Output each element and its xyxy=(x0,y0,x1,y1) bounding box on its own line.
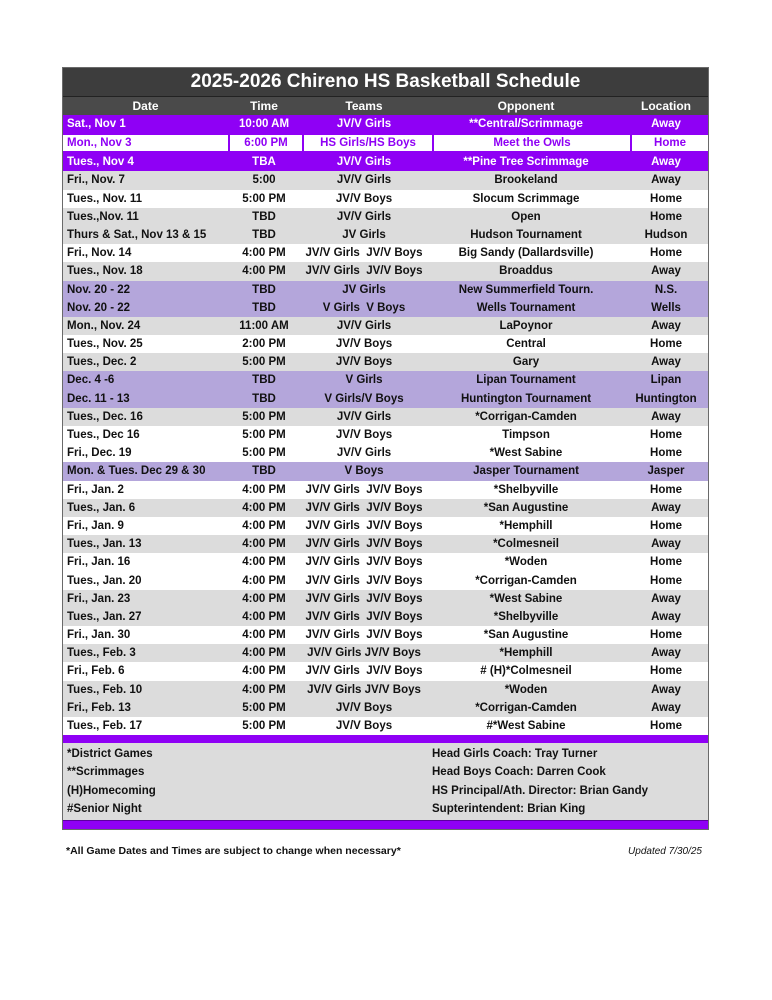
cell-teams: JV/V Girls JV/V Boys xyxy=(305,501,423,514)
legend-key-senior-night: #Senior Night xyxy=(67,802,142,815)
cell-opponent: Timpson xyxy=(502,429,550,441)
table-row xyxy=(63,426,708,444)
cell-opponent: Jasper Tournament xyxy=(473,465,579,478)
cell-time: 5:00 PM xyxy=(242,410,286,423)
updated-date: Updated 7/30/25 xyxy=(628,846,702,857)
cell-date: Dec. 4 -6 xyxy=(67,374,115,387)
cell-date: Fri., Feb. 6 xyxy=(67,665,125,678)
table-row xyxy=(63,335,708,353)
cell-time: 5:00 PM xyxy=(242,429,286,441)
staff-girls-coach: Head Girls Coach: Tray Turner xyxy=(432,748,598,761)
cell-location: Away xyxy=(651,701,681,714)
cell-teams: JV/V Girls xyxy=(336,118,392,130)
cell-location: Lipan xyxy=(650,374,682,387)
cell-teams: JV/V Girls xyxy=(336,319,392,332)
table-row xyxy=(63,353,708,371)
cell-time: TBD xyxy=(252,374,276,387)
cell-opponent: Lipan Tournament xyxy=(476,374,576,387)
cell-teams: HS Girls/HS Boys xyxy=(304,135,432,151)
cell-location: N.S. xyxy=(654,283,678,296)
table-row xyxy=(63,572,708,590)
cell-teams: JV/V Girls JV/V Boys xyxy=(305,519,423,532)
table-row xyxy=(63,608,708,626)
cell-time: TBD xyxy=(252,210,276,223)
cell-opponent: Big Sandy (Dallardsville) xyxy=(458,247,594,260)
disclaimer-note: *All Game Dates and Times are subject to change when necessary* xyxy=(66,845,401,857)
cell-opponent: *Woden xyxy=(504,556,548,569)
cell-teams: JV/V Girls JV/V Boys xyxy=(305,574,423,587)
legend-keys xyxy=(63,745,432,818)
cell-location: Wells xyxy=(651,301,681,314)
cell-date: Tues., Jan. 27 xyxy=(67,610,142,623)
cell-date: Fri., Dec. 19 xyxy=(67,447,132,460)
cell-location: Away xyxy=(651,319,681,332)
cell-location: Away xyxy=(651,174,681,187)
cell-date: Tues., Jan. 20 xyxy=(67,574,142,587)
cell-teams: V Boys xyxy=(344,465,384,478)
cell-location: Jasper xyxy=(647,465,685,478)
table-row xyxy=(63,481,708,499)
cell-time: 5:00 PM xyxy=(242,192,286,205)
cell-date: Fri., Jan. 30 xyxy=(67,629,131,642)
cell-opponent: *Corrigan-Camden xyxy=(475,410,577,423)
cell-teams: JV/V Girls xyxy=(336,410,392,423)
cell-time: 6:00 PM xyxy=(230,135,302,151)
cell-opponent: *Woden xyxy=(504,683,548,696)
column-header-location: Location xyxy=(641,99,691,113)
cell-time: 4:00 PM xyxy=(242,519,286,532)
cell-teams: JV/V Girls xyxy=(336,174,392,187)
cell-time: 5:00 PM xyxy=(242,720,286,732)
cell-opponent: *Colmesneil xyxy=(493,538,559,551)
cell-location: Hudson xyxy=(644,228,688,241)
cell-opponent: Broaddus xyxy=(499,265,553,278)
cell-opponent: **Central/Scrimmage xyxy=(469,118,583,130)
table-row xyxy=(63,517,708,535)
cell-teams: V Girls V Boys xyxy=(322,301,406,314)
bottom-band xyxy=(63,820,708,829)
cell-location: Home xyxy=(650,629,682,642)
cell-date: Tues., Dec. 2 xyxy=(67,356,137,369)
cell-time: TBD xyxy=(252,301,276,314)
cell-location: Away xyxy=(651,592,681,605)
cell-time: 2:00 PM xyxy=(242,338,286,351)
cell-date: Fri., Jan. 9 xyxy=(67,519,124,532)
cell-teams: JV/V Girls JV/V Boys xyxy=(305,592,423,605)
table-row xyxy=(63,626,708,644)
cell-teams: JV/V Girls JV/V Boys xyxy=(307,647,421,660)
cell-date: Tues., Feb. 3 xyxy=(67,647,136,660)
cell-teams: JV/V Girls xyxy=(336,447,392,460)
table-row xyxy=(63,390,708,408)
cell-time: 4:00 PM xyxy=(242,683,286,696)
cell-teams: JV/V Girls JV/V Boys xyxy=(305,538,423,551)
cell-location: Home xyxy=(650,519,682,532)
cell-date: Thurs & Sat., Nov 13 & 15 xyxy=(67,228,207,241)
cell-teams: JV/V Boys xyxy=(335,338,393,351)
cell-date: Fri., Nov. 14 xyxy=(67,247,132,260)
cell-opponent: *Hemphill xyxy=(499,647,553,660)
table-row xyxy=(63,717,708,735)
cell-date: Nov. 20 - 22 xyxy=(67,301,131,314)
cell-location: Home xyxy=(650,720,682,732)
cell-opponent: Slocum Scrimmage xyxy=(472,192,580,205)
table-row xyxy=(63,499,708,517)
schedule-body xyxy=(63,115,708,735)
cell-time: 4:00 PM xyxy=(242,501,286,514)
cell-location: Away xyxy=(651,156,681,169)
cell-teams: JV Girls xyxy=(342,283,386,296)
cell-time: 4:00 PM xyxy=(242,247,286,260)
legend-section xyxy=(63,743,708,820)
staff-superintendent: Supterintendent: Brian King xyxy=(432,802,586,815)
cell-time: 11:00 AM xyxy=(239,319,289,332)
cell-location: Away xyxy=(651,610,681,623)
cell-opponent: *Shelbyville xyxy=(493,610,559,623)
cell-opponent: **Pine Tree Scrimmage xyxy=(463,156,589,169)
cell-date: Mon. & Tues. Dec 29 & 30 xyxy=(67,465,206,478)
cell-date: Mon., Nov 3 xyxy=(63,135,228,151)
table-row xyxy=(63,444,708,462)
cell-opponent: Open xyxy=(511,210,541,223)
table-row xyxy=(63,681,708,699)
cell-location: Away xyxy=(651,265,681,278)
cell-location: Away xyxy=(651,118,681,130)
cell-opponent: Central xyxy=(506,338,546,351)
staff-list xyxy=(432,745,708,818)
cell-time: 4:00 PM xyxy=(242,592,286,605)
cell-date: Fri., Jan. 23 xyxy=(67,592,131,605)
cell-date: Fri., Nov. 7 xyxy=(67,174,125,187)
cell-opponent: LaPoynor xyxy=(499,319,553,332)
cell-date: Dec. 11 - 13 xyxy=(67,392,130,405)
cell-teams: JV/V Girls xyxy=(336,156,392,169)
cell-date: Tues., Dec. 16 xyxy=(67,410,143,423)
table-row xyxy=(63,262,708,280)
divider-band xyxy=(63,735,708,743)
cell-teams: V Girls/V Boys xyxy=(324,392,404,405)
cell-teams: JV/V Girls JV/V Boys xyxy=(305,247,423,260)
table-row xyxy=(63,662,708,680)
staff-boys-coach: Head Boys Coach: Darren Cook xyxy=(432,766,606,779)
cell-location: Away xyxy=(651,538,681,551)
cell-teams: JV/V Girls JV/V Boys xyxy=(305,610,423,623)
cell-date: Nov. 20 - 22 xyxy=(67,283,131,296)
cell-opponent: *San Augustine xyxy=(483,501,569,514)
cell-teams: JV/V Girls JV/V Boys xyxy=(305,665,423,678)
cell-teams: JV/V Boys xyxy=(335,356,393,369)
column-header-teams: Teams xyxy=(345,99,383,113)
cell-teams: JV/V Boys xyxy=(335,192,393,205)
cell-location: Away xyxy=(651,410,681,423)
cell-teams: JV/V Girls JV/V Boys xyxy=(305,629,423,642)
cell-location: Home xyxy=(650,210,682,223)
cell-time: 4:00 PM xyxy=(242,483,286,496)
cell-teams: V Girls xyxy=(345,374,383,387)
cell-teams: JV/V Girls xyxy=(336,210,392,223)
cell-opponent: New Summerfield Tourn. xyxy=(458,283,594,296)
cell-date: Fri., Jan. 2 xyxy=(67,483,124,496)
cell-location: Home xyxy=(650,483,682,496)
cell-opponent: #*West Sabine xyxy=(486,720,566,732)
cell-time: 5:00 PM xyxy=(242,447,286,460)
cell-opponent: Huntington Tournament xyxy=(460,392,592,405)
cell-location: Home xyxy=(650,429,682,441)
cell-time: 4:00 PM xyxy=(242,265,286,278)
cell-teams: JV/V Boys xyxy=(335,429,393,441)
cell-date: Sat., Nov 1 xyxy=(67,118,126,130)
cell-date: Tues., Feb. 17 xyxy=(67,720,143,732)
cell-location: Home xyxy=(650,338,682,351)
cell-date: Fri., Feb. 13 xyxy=(67,701,131,714)
table-row xyxy=(63,208,708,226)
column-header-row xyxy=(63,97,708,115)
cell-opponent: Gary xyxy=(512,356,540,369)
table-row xyxy=(63,590,708,608)
cell-opponent: Wells Tournament xyxy=(476,301,576,314)
table-row xyxy=(63,281,708,299)
cell-teams: JV/V Girls JV/V Boys xyxy=(305,556,423,569)
cell-date: Tues., Nov. 11 xyxy=(67,192,142,205)
cell-date: Tues., Nov. 18 xyxy=(67,265,143,278)
cell-time: TBD xyxy=(252,228,276,241)
cell-time: 4:00 PM xyxy=(242,629,286,642)
cell-time: TBA xyxy=(252,156,276,169)
cell-date: Mon., Nov. 24 xyxy=(67,319,141,332)
cell-time: 5:00 PM xyxy=(242,701,286,714)
cell-date: Tues., Dec 16 xyxy=(67,429,140,441)
column-header-opponent: Opponent xyxy=(497,99,555,113)
cell-location: Away xyxy=(651,683,681,696)
cell-teams: JV/V Girls JV/V Boys xyxy=(305,265,423,278)
table-row xyxy=(63,299,708,317)
table-row xyxy=(63,699,708,717)
cell-opponent: *Shelbyville xyxy=(493,483,559,496)
cell-location: Huntington xyxy=(635,392,697,405)
cell-teams: JV/V Boys xyxy=(335,720,393,732)
cell-location: Home xyxy=(650,192,682,205)
table-row xyxy=(63,115,708,133)
cell-time: TBD xyxy=(252,283,276,296)
cell-teams: JV/V Girls JV/V Boys xyxy=(307,683,421,696)
cell-teams: JV/V Girls JV/V Boys xyxy=(305,483,423,496)
cell-location: Away xyxy=(651,501,681,514)
cell-time: 4:00 PM xyxy=(242,610,286,623)
cell-opponent: *San Augustine xyxy=(483,629,569,642)
cell-date: Fri., Jan. 16 xyxy=(67,556,131,569)
cell-location: Home xyxy=(650,556,682,569)
table-row xyxy=(63,226,708,244)
cell-time: 4:00 PM xyxy=(242,647,286,660)
cell-opponent: *West Sabine xyxy=(489,447,563,460)
table-row xyxy=(63,553,708,571)
cell-time: TBD xyxy=(252,392,276,405)
cell-opponent: *West Sabine xyxy=(489,592,563,605)
cell-date: Tues., Nov 4 xyxy=(67,156,134,169)
cell-time: 4:00 PM xyxy=(242,556,286,569)
cell-time: 5:00 xyxy=(252,174,276,187)
cell-opponent: Brookeland xyxy=(494,174,558,187)
table-row xyxy=(63,644,708,662)
schedule-title: 2025-2026 Chireno HS Basketball Schedule xyxy=(63,68,708,97)
legend-key-scrimmage: **Scrimmages xyxy=(67,766,145,779)
cell-time: 4:00 PM xyxy=(242,574,286,587)
cell-date: Tues., Jan. 6 xyxy=(67,501,136,514)
cell-date: Tues., Feb. 10 xyxy=(67,683,143,696)
cell-date: Tues., Jan. 13 xyxy=(67,538,142,551)
cell-time: 10:00 AM xyxy=(238,118,290,130)
cell-date: Tues.,Nov. 11 xyxy=(67,210,139,223)
table-row xyxy=(63,171,708,189)
table-row xyxy=(63,244,708,262)
cell-location: Away xyxy=(651,647,681,660)
cell-time: 4:00 PM xyxy=(242,665,286,678)
cell-opponent: *Corrigan-Camden xyxy=(475,574,577,587)
cell-location: Home xyxy=(632,135,708,151)
cell-location: Home xyxy=(650,665,682,678)
legend-key-district: *District Games xyxy=(67,748,153,761)
column-header-time: Time xyxy=(250,99,278,113)
cell-opponent: Meet the Owls xyxy=(434,135,630,151)
cell-location: Home xyxy=(650,247,682,260)
cell-opponent: *Corrigan-Camden xyxy=(475,701,577,714)
cell-time: TBD xyxy=(252,465,276,478)
cell-location: Away xyxy=(651,356,681,369)
cell-time: 4:00 PM xyxy=(242,538,286,551)
cell-date: Tues., Nov. 25 xyxy=(67,338,143,351)
cell-opponent: # (H)*Colmesneil xyxy=(480,665,572,678)
cell-teams: JV Girls xyxy=(342,228,386,241)
staff-principal: HS Principal/Ath. Director: Brian Gandy xyxy=(432,784,648,797)
cell-opponent: Hudson Tournament xyxy=(470,228,582,241)
table-row xyxy=(63,190,708,208)
table-row xyxy=(63,535,708,553)
table-row xyxy=(63,408,708,426)
table-row xyxy=(63,462,708,480)
table-row xyxy=(63,371,708,389)
legend-key-homecoming: (H)Homecoming xyxy=(67,784,156,797)
schedule-sheet xyxy=(62,67,709,830)
cell-opponent: *Hemphill xyxy=(499,519,553,532)
table-row xyxy=(63,317,708,335)
cell-teams: JV/V Boys xyxy=(335,701,393,714)
table-row xyxy=(63,153,708,171)
table-row xyxy=(63,133,708,153)
column-header-date: Date xyxy=(132,99,159,113)
cell-location: Home xyxy=(650,447,682,460)
cell-location: Home xyxy=(650,574,682,587)
cell-time: 5:00 PM xyxy=(242,356,286,369)
